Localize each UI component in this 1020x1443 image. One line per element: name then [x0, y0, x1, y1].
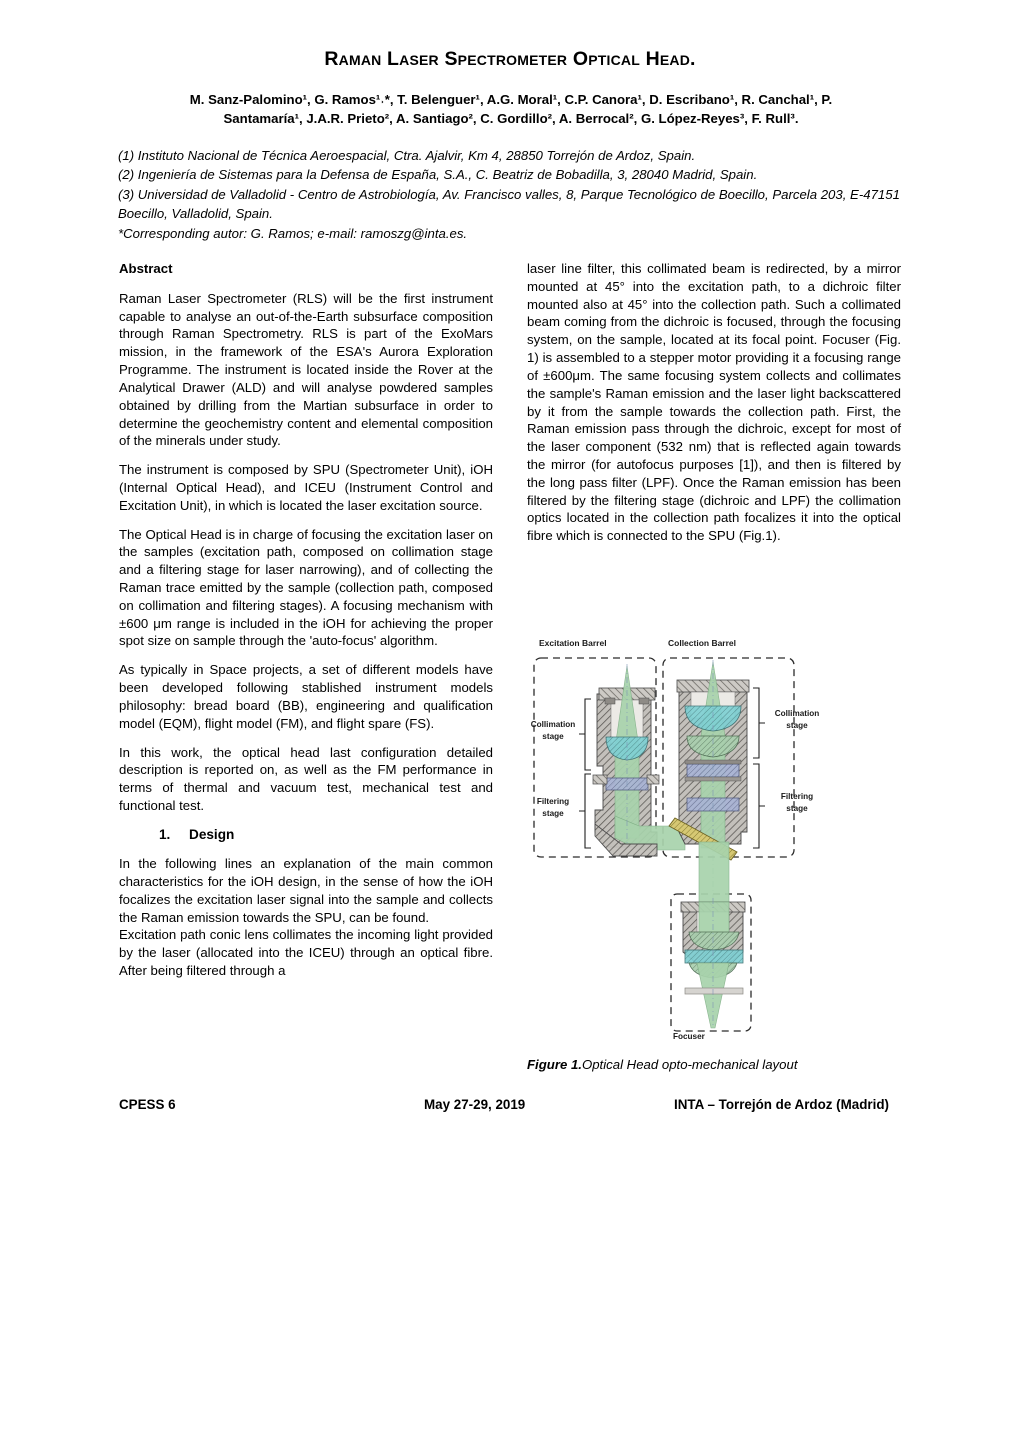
label-focuser: Focuser [673, 1032, 705, 1041]
footer-location: INTA – Torrejón de Ardoz (Madrid) [674, 1097, 889, 1112]
label-filtering-stage-left: Filtering stage [536, 797, 570, 818]
label-collection-barrel: Collection Barrel [668, 638, 737, 648]
paragraph-excitation-path: Excitation path conic lens collimates the incoming light provided by the laser (allocated into the ICEU) through an optical fibre. After being filtered through a [119, 927, 493, 978]
paragraph-scope: In this work, the optical head last configuration detailed description is reported on, as well as the FM performance in terms of thermal and vacuum test, mechanical test and functional test. [119, 744, 493, 813]
section-title: Design [189, 826, 235, 842]
section-number: 1. [159, 826, 171, 842]
figure-1 [527, 636, 901, 1046]
affiliations-block [118, 146, 908, 243]
paragraph-design-intro: In the following lines an explanation of the main common characteristics for the iOH design, in the sense of how the iOH focalizes the excitation laser signal into the sample and collects the Raman emission towards the SPU, can be found. [119, 856, 493, 925]
figure-caption-number: Figure 1. [527, 1057, 582, 1072]
section-heading-design [119, 826, 493, 844]
left-text-column [119, 260, 493, 980]
label-collimation-stage-left: Collimation stage [530, 720, 576, 741]
page-title: Raman Laser Spectrometer Optical Head. [324, 48, 696, 70]
right-text-column [527, 260, 901, 556]
paragraph-instrument-composition: The instrument is composed by SPU (Spectrometer Unit), iOH (Internal Optical Head), and ICEU (Instrument Control and Excitation Unit), in which is located the laser excitation source. [119, 462, 493, 513]
affiliation-2: (2) Ingeniería de Sistemas para la Defensa de España, S.A., C. Beatriz de Bobadilla, 3, 28040 Madrid, Spain. [118, 167, 758, 183]
author-list [118, 90, 904, 128]
figure-caption [527, 1057, 901, 1072]
affiliation-3: (3) Universidad de Valladolid - Centro de Astrobiología, Av. Francisco valles, 8, Parque Tecnológico de Boecillo, Parcela 203, E-47151 Boecillo, Valladolid, Spain. [118, 186, 900, 222]
focuser-beam [699, 842, 729, 904]
corresponding-author: *Corresponding autor: G. Ramos; e-mail: ramoszg@inta.es. [118, 225, 468, 241]
label-excitation-barrel: Excitation Barrel [539, 638, 607, 648]
focuser-assembly [681, 898, 745, 1028]
author-line-2: Santamaría¹, J.A.R. Prieto², A. Santiago², C. Gordillo², A. Berrocal², G. López-Reyes³, F. Rull³. [223, 111, 799, 127]
paragraph-optical-head: The Optical Head is in charge of focusing the excitation laser on the samples (excitation path, composed on collimation stage and a filtering stage for laser narrowing), and of collecting the Raman trace emitted by the sample (collection path, composed on collimation and filtering stages). A focusing mechanism with ±600 μm range is included in the iOH for achieving the proper spot size on sample through the 'auto-focus' algorithm. [119, 526, 493, 649]
label-filtering-stage-right: Filtering stage [780, 792, 814, 813]
author-line-1: M. Sanz-Palomino¹, G. Ramos¹˒*, T. Belenguer¹, A.G. Moral¹, C.P. Canora¹, D. Escribano¹, R. Canchal¹, P. [189, 92, 833, 107]
figure-caption-text: Optical Head opto-mechanical layout [581, 1057, 798, 1072]
abstract-paragraph: Raman Laser Spectrometer (RLS) will be the first instrument capable to analyse an out-of-the-Earth subsurface composition through Raman Spectrometry. RLS is part of the ExoMars mission, in the framework of the ESA's Aurora Exploration Programme. The instrument is located inside the Rover at the Analytical Drawer (ALD) and will analyse powdered samples obtained by drilling from the Martian subsurface in order to determine the geochemistry content and elemental composition of the minerals under study. [119, 290, 493, 449]
optical-head-diagram [527, 636, 901, 1046]
paragraph-models: As typically in Space projects, a set of different models have been developed following stablished instrument models philosophy: bread board (BB), engineering and qualification model (EQM), flight model (FM), and flight spare (FS). [119, 662, 493, 731]
label-collimation-stage-right: Collimation stage [774, 709, 820, 730]
footer-dates: May 27-29, 2019 [424, 1097, 526, 1112]
affiliation-1: (1) Instituto Nacional de Técnica Aeroespacial, Ctra. Ajalvir, Km 4, 28850 Torrejón de Ardoz, Spain. [118, 148, 696, 163]
footer-conference: CPESS 6 [119, 1097, 176, 1112]
paragraph-optical-chain: laser line filter, this collimated beam is redirected, by a mirror mounted at 45° into the excitation path, to a dichroic filter mounted also at 45° into the collection path. Such a collimated beam coming from the dichroic is focused, through the focusing system, on the sample, located at its focal point. Focuser (Fig. 1) is assembled to a stepper motor providing it a focusing range of ±600μm. The same focusing system collects and collimates the sample's Raman emission and the laser light backscattered by it from the sample towards the collection path. First, the Raman emission pass through the dichroic, except for most of the laser component (532 nm) that is reflected again towards the mirror (for autofocus purposes [1]), and then is filtered by the long pass filter (LPF). Once the Raman emission has been filtered by the filtering stage (dichroic and LPF) the collimation optics located in the collection path focalizes it into the optical fibre which is connected to the SPU (Fig.1). [527, 261, 901, 544]
abstract-heading: Abstract [119, 261, 173, 276]
